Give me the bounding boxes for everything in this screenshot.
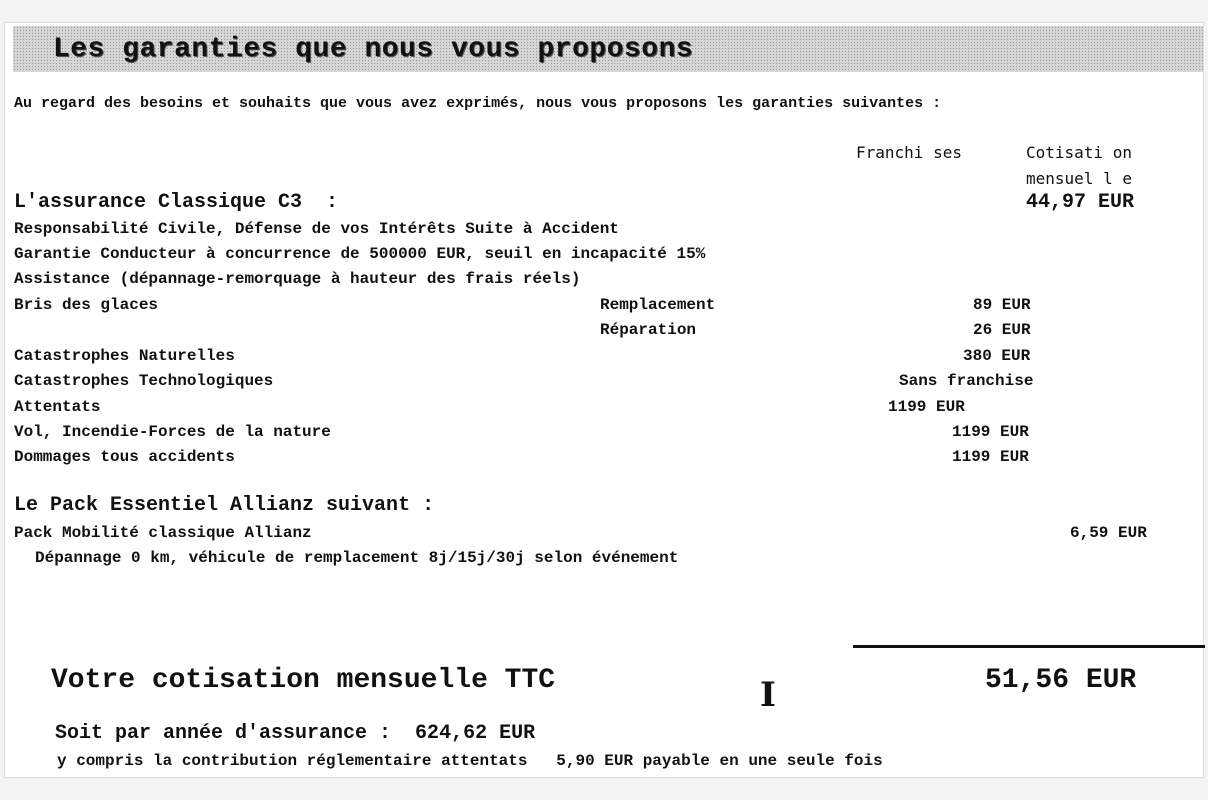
bris-remplacement-label: Remplacement [600, 296, 716, 314]
row-label: Dommages tous accidents [14, 448, 235, 466]
pack-detail: Dépannage 0 km, véhicule de remplacement 8j/15j/30j selon événement [35, 549, 679, 567]
bris-reparation-value: 26 EUR [973, 321, 1031, 339]
row-label: Vol, Incendie-Forces de la nature [14, 423, 331, 441]
classique-price: 44,97 EUR [1026, 191, 1135, 214]
classique-title: L'assurance Classique C3 : [14, 191, 339, 214]
row-value: 1199 EUR [952, 448, 1029, 466]
pack-item: Pack Mobilité classique Allianz [14, 524, 312, 542]
text-cursor-icon: I [760, 675, 776, 715]
classique-line: Assistance (dépannage-remorquage à hauteur des frais réels) [14, 270, 581, 288]
column-header-cotisation: Cotisati on [1026, 143, 1132, 162]
total-value: 51,56 EUR [985, 665, 1137, 696]
row-value: 1199 EUR [952, 423, 1029, 441]
total-divider [853, 645, 1205, 648]
quote-document [4, 22, 1204, 778]
column-header-mensuelle: mensuel l e [1026, 169, 1132, 188]
contribution-note: y compris la contribution réglementaire attentats 5,90 EUR payable en une seule fois [57, 752, 883, 770]
page-title: Les garanties que nous vous proposons [53, 34, 694, 65]
total-label: Votre cotisation mensuelle TTC [51, 665, 556, 696]
row-value: Sans franchise [899, 372, 1034, 390]
row-value: 1199 EUR [888, 398, 965, 416]
annual-total: Soit par année d'assurance : 624,62 EUR [55, 722, 536, 745]
classique-line: Garantie Conducteur à concurrence de 500000 EUR, seuil en incapacité 15% [14, 245, 706, 263]
pack-title: Le Pack Essentiel Allianz suivant : [14, 494, 435, 517]
intro-text: Au regard des besoins et souhaits que vous avez exprimés, nous vous proposons les garanties suivantes : [14, 95, 942, 112]
bris-label: Bris des glaces [14, 296, 159, 314]
title-banner [13, 26, 1203, 72]
row-label: Catastrophes Technologiques [14, 372, 274, 390]
pack-price: 6,59 EUR [1070, 524, 1147, 542]
row-label: Attentats [14, 398, 101, 416]
bris-reparation-label: Réparation [600, 321, 697, 339]
row-label: Catastrophes Naturelles [14, 347, 235, 365]
bris-remplacement-value: 89 EUR [973, 296, 1031, 314]
row-value: 380 EUR [963, 347, 1031, 365]
classique-line: Responsabilité Civile, Défense de vos Intérêts Suite à Accident [14, 220, 619, 238]
column-header-franchises: Franchi ses [856, 143, 962, 162]
